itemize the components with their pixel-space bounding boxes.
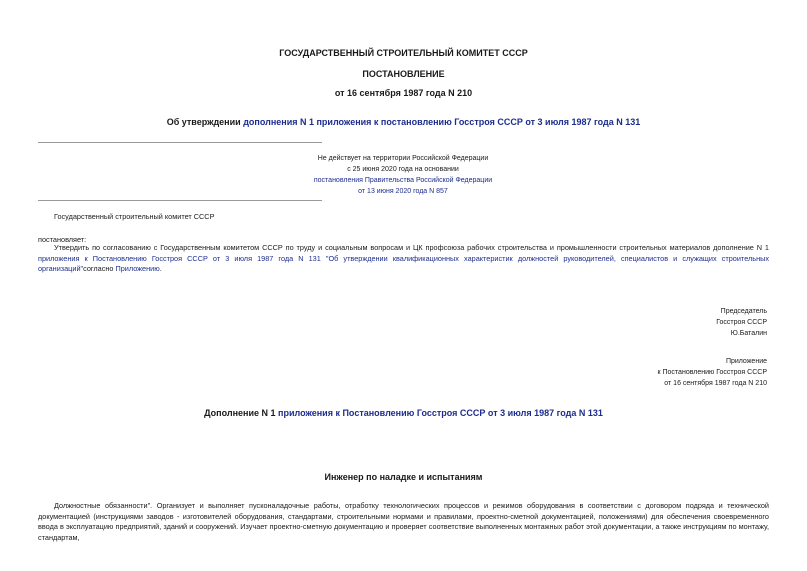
notice-line-2: с 25 июня 2020 года на основании (347, 166, 459, 173)
appendix-ref-line-3: от 16 сентября 1987 года N 210 (664, 380, 767, 387)
signature-block (500, 306, 767, 339)
org-heading: ГОСУДАРСТВЕННЫЙ СТРОИТЕЛЬНЫЙ КОМИТЕТ СССР (279, 48, 528, 58)
resolution-link-1[interactable]: приложения к Постановлению Госстроя СССР от 3 июля 1987 года N 131 "Об утверждении квалификационных характеристик должностей руководителей, специалистов и служащих строительных организаций" (38, 253, 769, 273)
notice-top-rule (38, 142, 322, 143)
supplement-title-link[interactable]: приложения к Постановлению Госстроя СССР от 3 июля 1987 года N 131 (278, 408, 603, 418)
resolution-text-1: Утвердить по согласованию с Государственным комитетом СССР по труду и социальным вопросам и ЦК профсоюза рабочих строительства и промышленности строительных материалов дополнение N 1 (54, 243, 769, 252)
supplement-title (0, 408, 807, 418)
decrees-line: постановляет: (38, 235, 87, 244)
appendix-ref-line-1: Приложение (725, 358, 767, 365)
notice-bottom-rule (38, 200, 322, 201)
doc-title-link[interactable]: дополнения N 1 приложения к постановлению Госстроя СССР от 3 июля 1987 года N 131 (243, 117, 641, 127)
notice-link-2[interactable]: от 13 июня 2020 года N 857 (358, 188, 448, 195)
resolution-text-2: согласно (83, 264, 116, 273)
committee-line: Государственный строительный комитет СССР (54, 212, 215, 221)
doc-type-heading: ПОСТАНОВЛЕНИЕ (362, 69, 445, 79)
resolution-paragraph (38, 243, 769, 275)
signature-role: Председатель (720, 308, 767, 315)
resolution-link-2[interactable]: Приложению (115, 264, 160, 273)
status-notice (250, 153, 556, 197)
notice-line-1: Не действует на территории Российской Федерации (317, 155, 489, 162)
appendix-ref-line-2: к Постановлению Госстроя СССР (657, 369, 767, 376)
appendix-ref-block (500, 356, 767, 389)
position-title: Инженер по наладке и испытаниям (324, 472, 483, 482)
doc-title-prefix: Об утверждении (166, 117, 244, 127)
signature-org: Госстроя СССР (716, 319, 767, 326)
doc-title (0, 117, 807, 127)
resolution-text-end: . (159, 264, 162, 273)
duties-paragraph: Должностные обязанности". Организует и выполняет пусконаладочные работы, отработку технологических процессов и режимов оборудования в соответствии с договором подряда и технической документацией (инструкциями заводов - изготовителей оборудования, стандартами, строительными нормами и правилами, проектно-сметной документацией, положениями) для обеспечения своевременного ввода в эксплуатацию предприятий, зданий и сооружений. Изучает проектно-сметную документацию и проверяет соответствие выполненных монтажных работ этой документации, а также инструкциям по монтажу, стандартам, (38, 501, 769, 542)
supplement-title-prefix: Дополнение N 1 (204, 408, 279, 418)
notice-link-1[interactable]: постановления Правительства Российской Федерации (313, 177, 493, 184)
signature-name: Ю.Баталин (730, 330, 767, 337)
doc-date-line: от 16 сентября 1987 года N 210 (334, 88, 473, 98)
